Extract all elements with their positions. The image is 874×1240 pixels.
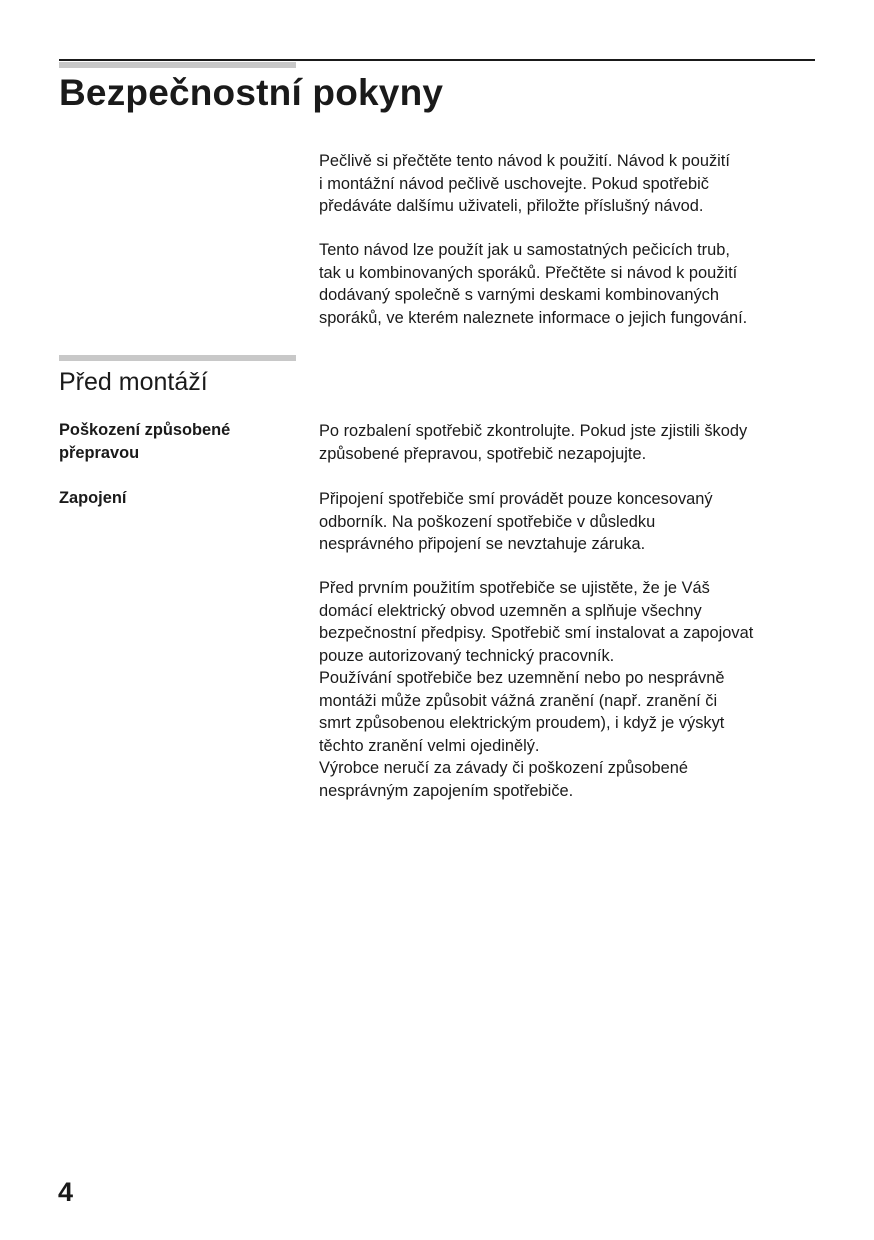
- section-title: Před montáží: [59, 368, 208, 396]
- connection-text-1: Připojení spotřebiče smí provádět pouze koncesovaný odborník. Na poškození spotřebiče v důsledku nesprávného připojení se nevztahuje záruka.: [319, 490, 713, 553]
- intro-paragraph-1: Pečlivě si přečtěte tento návod k použití. Návod k použití i montážní návod pečlivě uschovejte. Pokud spotřebič předáváte dalšímu uživateli, přiložte příslušný návod.: [319, 152, 730, 215]
- side-label-connection: Zapojení: [59, 489, 127, 507]
- connection-text-2: Před prvním použitím spotřebiče se ujistěte, že je Váš domácí elektrický obvod uzemněn a splňuje všechny bezpečnostní předpisy. Spotřebič smí instalovat a zapojovat pouze autorizovaný technický pracovník. Používání spotřebiče bez uzemnění nebo po nesprávně montáži může způsobit vážná zranění (např. zranění či smrt způsobenou elektrickým proudem), i když je výskyt těchto zranění velmi ojedinělý. Výrobce neručí za závady či poškození způsobené nesprávným zapojením spotřebiče.: [319, 579, 754, 800]
- transport-damage-text: Po rozbalení spotřebič zkontrolujte. Pokud jste zjistili škody způsobené přepravou, spotřebič nezapojujte.: [319, 422, 748, 463]
- side-label-transport-damage: Poškození způsobené přepravou: [59, 421, 231, 462]
- intro-paragraph-2: Tento návod lze použít jak u samostatných pečicích trub, tak u kombinovaných sporáků. Přečtěte si návod k použití dodávaný společně s varnými deskami kombinovaných sporáků, ve kterém naleznete informace o jejich fungování.: [319, 241, 748, 327]
- title-accent-bar: [59, 62, 296, 68]
- page-number: 4: [58, 1177, 74, 1207]
- top-rule: [59, 59, 815, 61]
- section-accent-bar: [59, 355, 296, 361]
- page-title: Bezpečnostní pokyny: [59, 72, 444, 113]
